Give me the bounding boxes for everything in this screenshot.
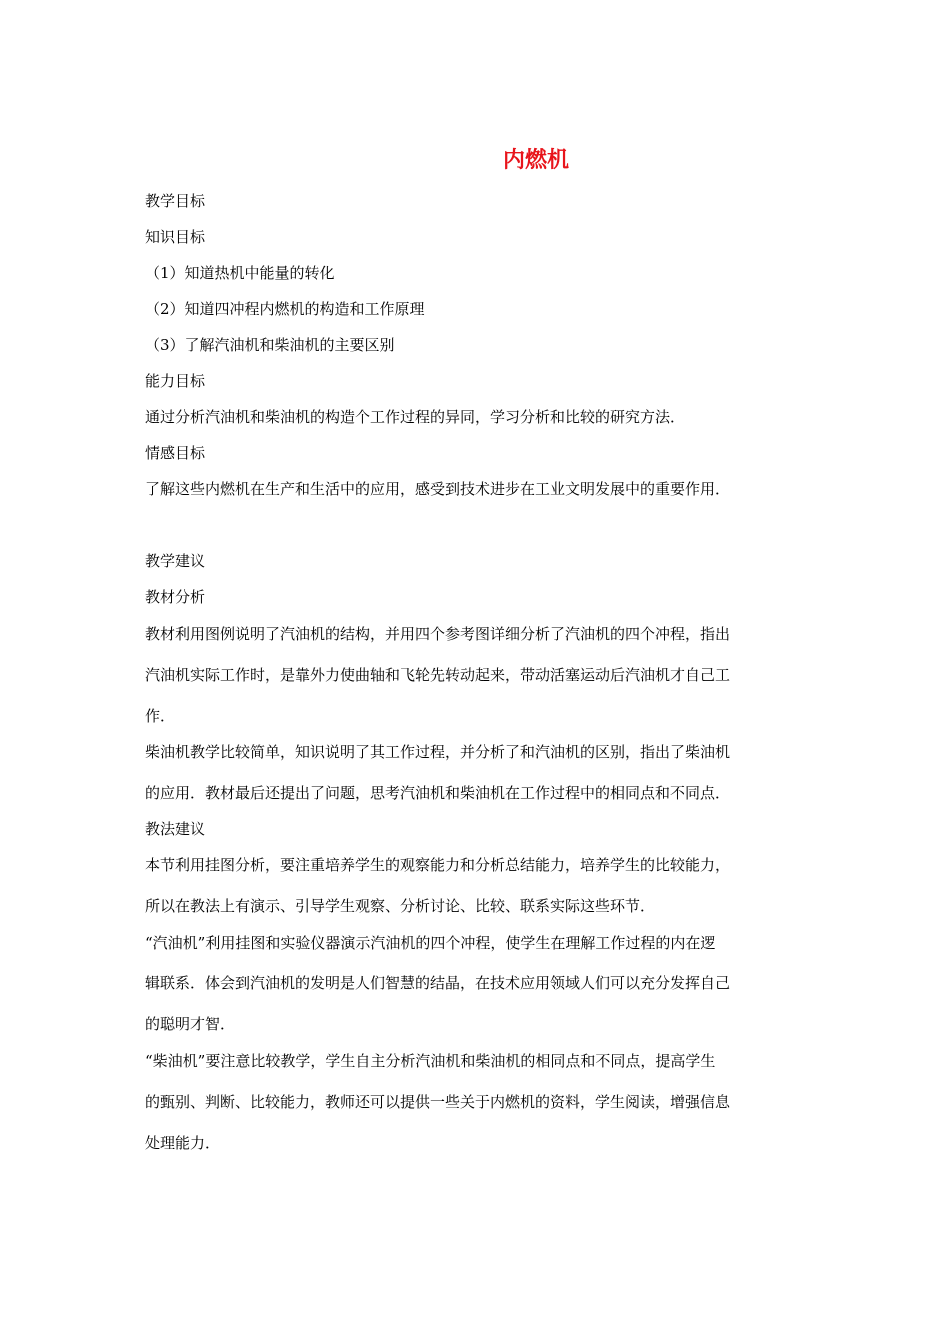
paragraph-line: 作． [145, 707, 176, 725]
paragraph-line: 通过分析汽油机和柴油机的构造个工作过程的异同，学习分析和比较的研究方法． [145, 408, 686, 426]
paragraph-line: 本节利用挂图分析，要注重培养学生的观察能力和分析总结能力，培养学生的比较能力， [145, 856, 731, 874]
paragraph-line: 处理能力． [145, 1134, 221, 1152]
section-heading-teaching-goals: 教学目标 [145, 192, 206, 210]
page-title: 内燃机 [502, 148, 569, 173]
paragraph-line: 的聪明才智． [145, 1015, 236, 1033]
section-heading-teaching-suggestions: 教学建议 [145, 552, 206, 570]
paragraph-line: 了解这些内燃机在生产和生活中的应用，感受到技术进步在工业文明发展中的重要作用． [145, 480, 731, 498]
paragraph-line: 的甄别、判断、比较能力，教师还可以提供一些关于内燃机的资料，学生阅读，增强信息 [145, 1093, 731, 1111]
paragraph-line: 的应用．教材最后还提出了问题，思考汽油机和柴油机在工作过程中的相同点和不同点． [145, 784, 731, 802]
list-item: （2）知道四冲程内燃机的构造和工作原理 [145, 300, 425, 318]
paragraph-line: “柴油机”要注意比较教学，学生自主分析汽油机和柴油机的相同点和不同点，提高学生 [145, 1052, 716, 1070]
paragraph-line: “汽油机”利用挂图和实验仪器演示汽油机的四个冲程，使学生在理解工作过程的内在逻 [145, 934, 716, 952]
paragraph-line: 汽油机实际工作时，是靠外力使曲轴和飞轮先转动起来，带动活塞运动后汽油机才自己工 [145, 666, 731, 684]
subheading-emotional-goals: 情感目标 [145, 444, 206, 462]
subheading-teaching-method: 教法建议 [145, 820, 206, 838]
paragraph-line: 辑联系．体会到汽油机的发明是人们智慧的结晶，在技术应用领域人们可以充分发挥自己 [145, 974, 731, 992]
list-item: （1）知道热机中能量的转化 [145, 264, 335, 282]
paragraph-line: 教材利用图例说明了汽油机的结构，并用四个参考图详细分析了汽油机的四个冲程，指出 [145, 625, 731, 643]
list-item: （3）了解汽油机和柴油机的主要区别 [145, 336, 395, 354]
paragraph-line: 所以在教法上有演示、引导学生观察、分析讨论、比较、联系实际这些环节． [145, 897, 656, 915]
subheading-textbook-analysis: 教材分析 [145, 588, 206, 606]
subheading-knowledge-goals: 知识目标 [145, 228, 206, 246]
paragraph-line: 柴油机教学比较简单，知识说明了其工作过程，并分析了和汽油机的区别，指出了柴油机 [145, 743, 731, 761]
subheading-ability-goals: 能力目标 [145, 372, 206, 390]
